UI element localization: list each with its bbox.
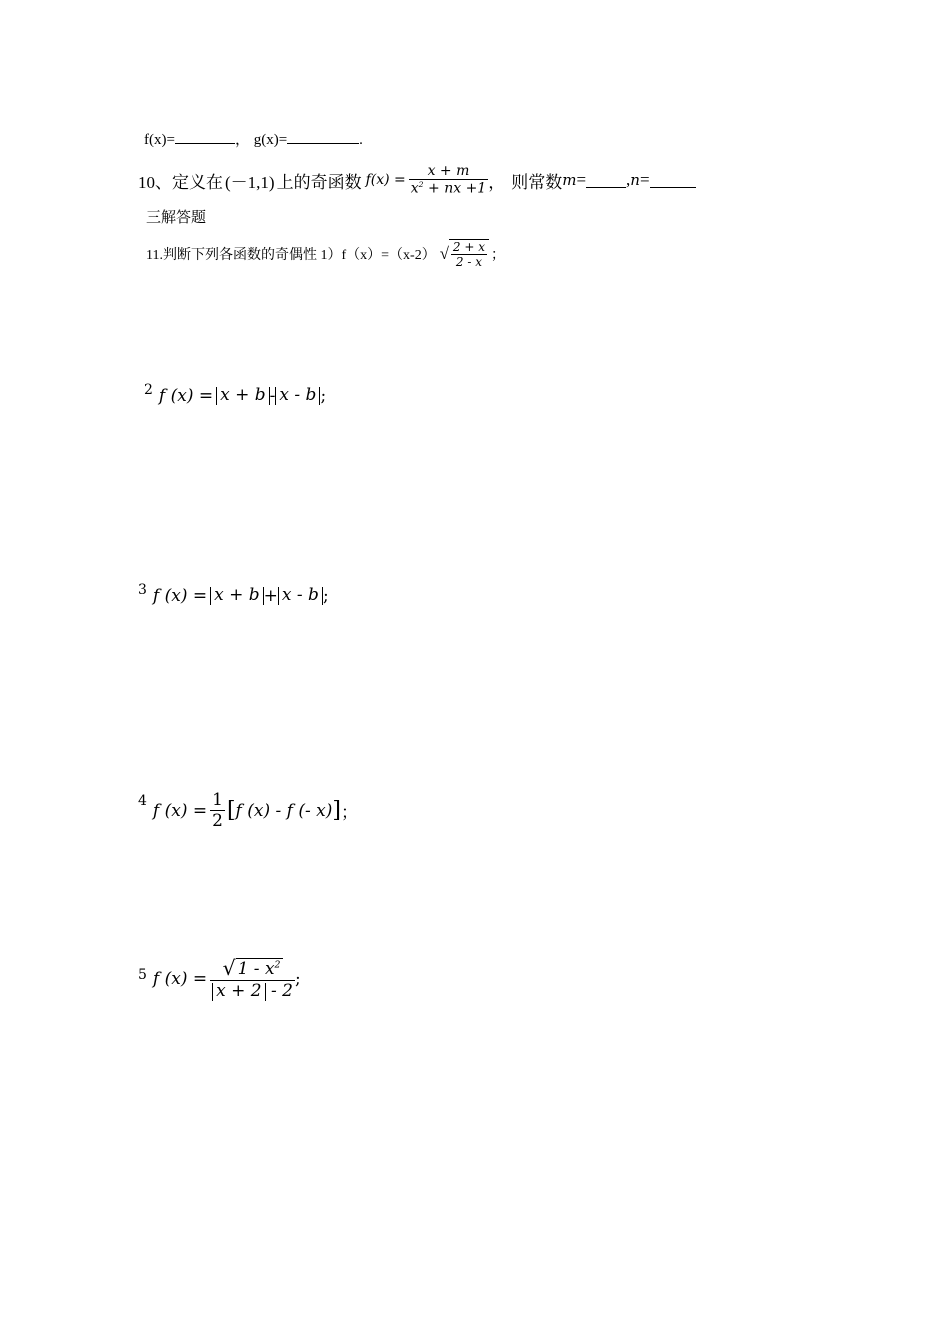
part-3-end: ; bbox=[322, 586, 329, 606]
g-label: g(x)= bbox=[253, 132, 288, 148]
part-2-op: - bbox=[269, 386, 276, 406]
q10-denominator bbox=[409, 179, 488, 197]
part-4 bbox=[138, 790, 358, 831]
q10-prefix: 10、定义在 bbox=[138, 172, 223, 192]
end-mark: . bbox=[359, 132, 363, 148]
part-5-denominator bbox=[210, 980, 295, 1001]
part-4-inner: f (x) - f (- x) bbox=[235, 800, 333, 821]
section-title: 三解答题 bbox=[146, 210, 207, 226]
part-5-sqrt bbox=[223, 956, 283, 980]
part-2-number: 2 bbox=[144, 382, 153, 398]
f-blank[interactable] bbox=[175, 129, 235, 144]
part-4-lhs: f (x) = bbox=[152, 800, 208, 821]
q11-text: 11.判断下列各函数的奇偶性 1）f（x）=（x-2） bbox=[146, 248, 436, 263]
q10-comma: ， bbox=[488, 172, 506, 192]
q10-interval: (－1,1) bbox=[225, 172, 275, 192]
part-5-lhs: f (x) = bbox=[152, 968, 208, 989]
part-3-abs-1: x + b bbox=[210, 587, 264, 605]
part-3-number: 3 bbox=[138, 582, 147, 598]
part-3 bbox=[138, 582, 329, 606]
q11-fraction bbox=[451, 240, 487, 269]
bracket-open: [ bbox=[226, 798, 236, 823]
q10-mid: 上的奇函数 bbox=[276, 172, 362, 192]
den-exp: 2 bbox=[418, 180, 424, 190]
g-blank[interactable] bbox=[287, 129, 359, 144]
half-num: 1 bbox=[212, 790, 223, 810]
part-2-abs-1: x + b bbox=[216, 387, 270, 405]
m-var: m bbox=[562, 171, 577, 189]
part-5-fraction bbox=[210, 956, 295, 1001]
q10-numerator: x + m bbox=[427, 163, 470, 180]
q10-sep: , bbox=[626, 170, 631, 189]
part-5-number: 5 bbox=[138, 966, 147, 983]
part-4-number: 4 bbox=[138, 792, 147, 809]
eq2: = bbox=[639, 170, 650, 189]
part-3-lhs: f (x) = bbox=[152, 586, 208, 606]
q10-func: f(x) = bbox=[365, 172, 406, 188]
sqrt-exp: 2 bbox=[274, 958, 281, 970]
part-5-numerator bbox=[210, 956, 295, 980]
q11-sqrt bbox=[440, 239, 489, 269]
radical-icon: √ bbox=[222, 956, 236, 980]
f-label: f(x)= bbox=[144, 132, 175, 148]
den-x: x bbox=[410, 180, 419, 197]
sqrt-body bbox=[236, 958, 283, 979]
part-5 bbox=[138, 956, 301, 1001]
n-blank[interactable] bbox=[650, 173, 696, 188]
question-10 bbox=[138, 156, 696, 204]
den-rest: + nx +1 bbox=[423, 180, 487, 197]
part-2-abs-2: x - b bbox=[275, 387, 320, 405]
question-11-part-1 bbox=[146, 232, 505, 276]
fill-line bbox=[144, 128, 363, 149]
part-5-abs: x + 2 bbox=[212, 983, 265, 1001]
q11-den: 2 - x bbox=[451, 254, 487, 269]
q10-then: 则常数 bbox=[511, 172, 563, 192]
q11-end: ； bbox=[491, 248, 506, 263]
part-4-half bbox=[210, 790, 225, 831]
radical-icon: √ bbox=[439, 244, 449, 263]
eq1: = bbox=[576, 170, 587, 189]
part-3-op: + bbox=[263, 586, 278, 606]
m-blank[interactable] bbox=[586, 173, 626, 188]
q11-num: 2 + x bbox=[452, 240, 486, 254]
part-4-end: ； bbox=[340, 803, 358, 823]
half-den: 2 bbox=[212, 811, 223, 831]
sqrt-content: 1 - x bbox=[237, 958, 275, 979]
part-3-abs-2: x - b bbox=[278, 587, 323, 605]
part-2-lhs: f (x) = bbox=[158, 386, 214, 406]
q10-fraction bbox=[409, 163, 488, 197]
part-2-end: ; bbox=[320, 386, 327, 406]
den-tail: - 2 bbox=[265, 981, 293, 1001]
bracket-close: ] bbox=[332, 798, 341, 823]
n-var: n bbox=[630, 171, 640, 189]
part-2 bbox=[144, 382, 327, 406]
separator: ， bbox=[234, 132, 250, 148]
part-5-end: ; bbox=[294, 968, 301, 989]
